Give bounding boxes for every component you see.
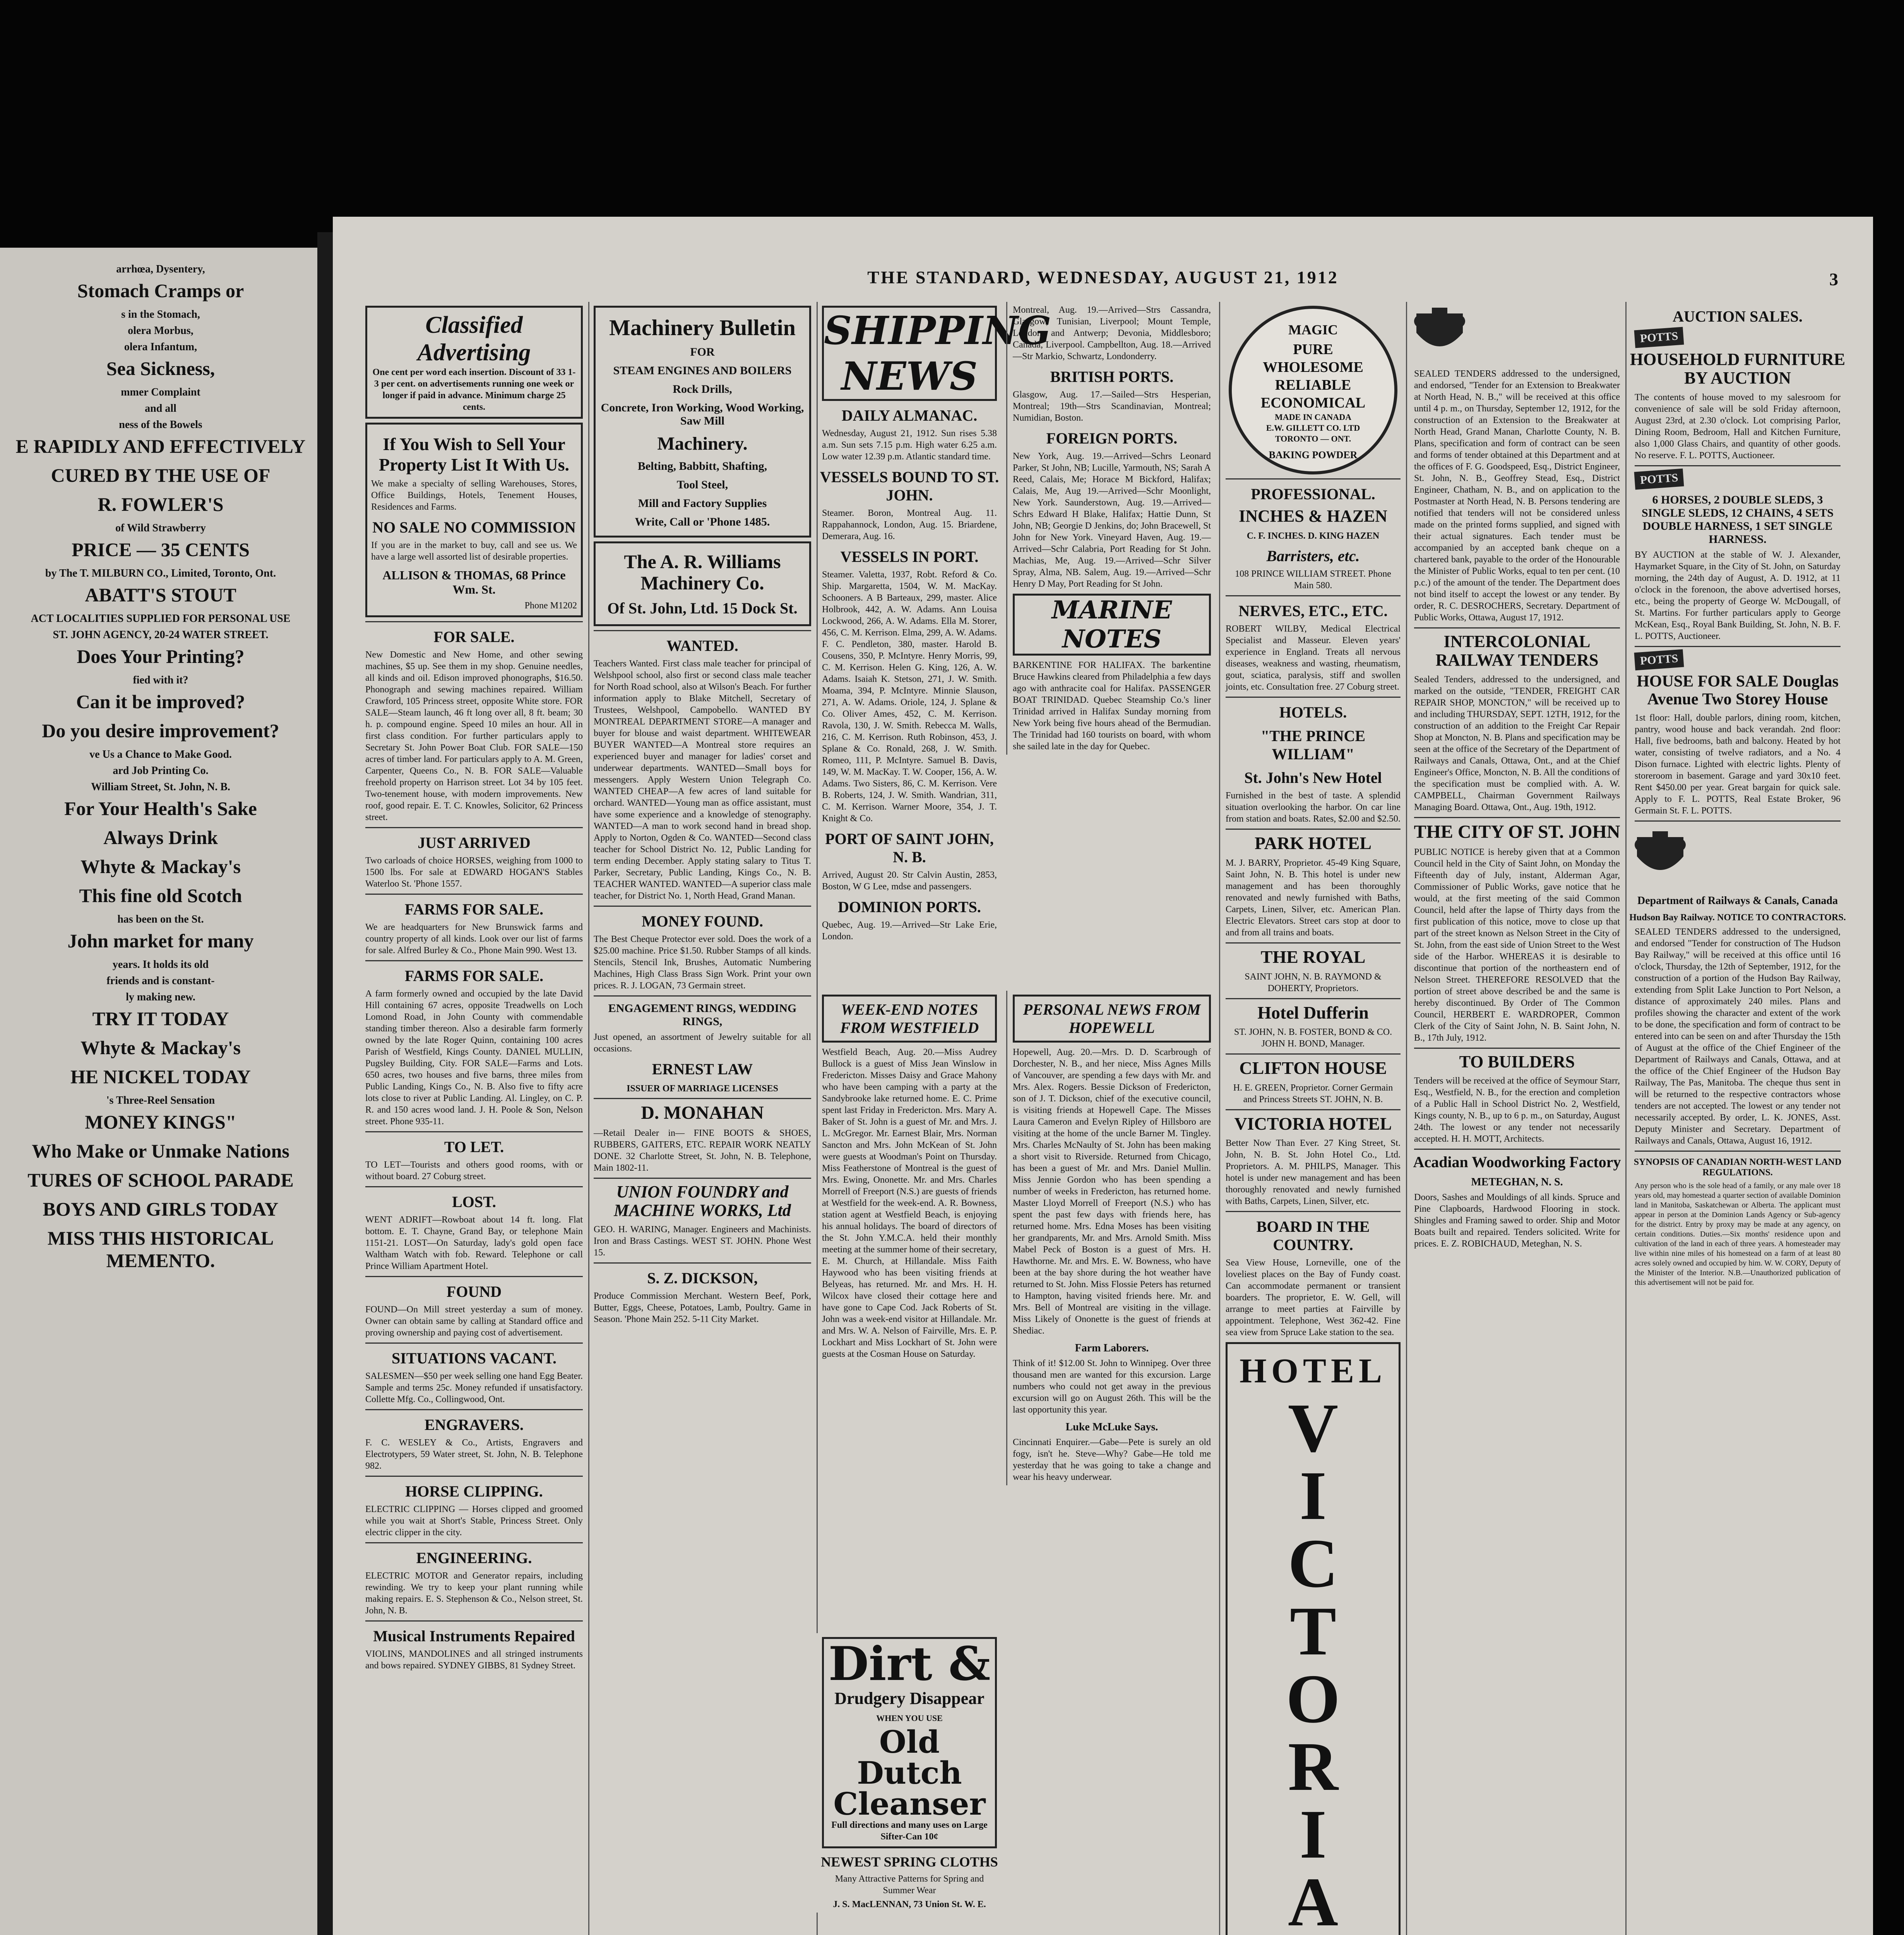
allison-thomas: ALLISON & THOMAS, 68 Prince Wm. St.	[382, 568, 566, 596]
left-page-line: Who Make or Unmake Nations	[32, 1140, 289, 1162]
left-page-line: E RAPIDLY AND EFFECTIVELY	[15, 435, 306, 457]
left-page-line: For Your Health's Sake	[64, 798, 257, 819]
dirt-line1: Dirt &	[828, 1637, 991, 1691]
machinery-line: FOR	[690, 345, 715, 358]
union-text: GEO. H. WARING, Manager. Engineers and Machinists. Iron and Brass Castings. WEST ST. JOHN. Phone West 15.	[594, 1224, 811, 1258]
potts-flag-icon: POTTS	[1634, 468, 1684, 490]
left-page-line: fied with it?	[133, 674, 188, 686]
potts-flag-icon: POTTS	[1634, 649, 1684, 670]
builders-text: Tenders will be received at the office of Seymour Starr, Esq., Westfield, N. B., for the erection and completion of a Public Hall in School District No. 2, Westfield, Kings county, N. B., up to 6 p. m., on Saturday, August 24th. The lowest or any tender not necessarily accepted. H. H. MOTT, Architects.	[1414, 1075, 1620, 1144]
dominion-head: DOMINION PORTS.	[838, 898, 981, 916]
dirt-sub: Full directions and many uses on Large Sifter-Can 10¢	[831, 1820, 988, 1842]
monahan-text: —Retail Dealer in— FINE BOOTS & SHOES, RUBBERS, GAITERS, ETC. REPAIR WORK NEATLY DONE. 32 Charlotte Street, St. John, N. B. Telephone, Main 1802-11.	[594, 1128, 811, 1173]
left-page-line: Whyte & Mackay's	[80, 856, 241, 877]
williams-name: The A. R. Williams Machinery Co.	[624, 550, 781, 594]
westfield-text: Westfield Beach, Aug. 20.—Miss Audrey Bullock is a guest of Miss Jean Winslow in Fredericton. Misses Daisy and Grace Mahony who have been camping with a party at the Sandybrooke lake returned home. E. C. Prime spent last Friday in Fredericton. Mrs. Mary A. Baker of St. John is a guest of Mr. and Mrs. J. L. McGregor. Mr. Earnest Blair, Mrs. Norman Sancton and Mrs. John McKean of St. John were guests at Woodman's Point on Thursday. Miss Featherstone of Montreal is the guest of Mrs. Ewing, Ononette. Mr. and Mrs. Charles Morrell of Freeport (N.S.) are guests of friends at Westfield for the week-end. A. R. Bowness, station agent at Westfield Beach, is enjoying his annual holidays. The board of directors of the St. John Y.M.C.A. held their monthly meeting at the summer home of their secretary, E. M. Church, at Hillandale. Miss Faith Haywood who has been visiting friends at Belyeas, has returned. Mr. and Mrs. H. H. Wilcox have closed their cottage here and have gone to Cape Cod. Jack Roberts of St. John was a week-end visitor at Hillandale. Mr. and Mrs. W. A. Nelson of Fairville, Mrs. E. P. Lockhart and Miss Lockhart of St. John were guests at the Cosman House on Saturday.	[822, 1047, 997, 1359]
potts-tag-3	[1635, 651, 1841, 669]
section-head: FOR SALE.	[433, 628, 515, 646]
hv-hotel: HOTEL	[1239, 1352, 1387, 1390]
marine-title: MARINE NOTES	[1013, 594, 1211, 656]
left-page-line: arrhœa, Dysentery,	[116, 263, 205, 275]
left-page-line: ly making new.	[126, 991, 195, 1003]
section-text: We are headquarters for New Brunswick farms and country property of all kinds. Look over our list of farms for sale. Alfred Burley & Co., Phone Main 990. West 13.	[365, 922, 583, 956]
spring-text: Many Attractive Patterns for Spring and Summer Wear	[835, 1874, 984, 1896]
left-page-line: ness of the Bowels	[119, 419, 202, 431]
inches-head: INCHES & HAZEN	[1239, 507, 1387, 526]
section-text: TO LET—Tourists and others good rooms, with or without board. 27 Coburg street.	[365, 1160, 583, 1182]
luke-text: Cincinnati Enquirer.—Gabe—Pete is surely an old fogy, isn't he. Steve—Why? Gabe—He told me yesterday that he was going to take a change and wear his heavy underwear.	[1013, 1437, 1211, 1482]
westfield-block	[817, 991, 1002, 1362]
railways-text: SEALED TENDERS addressed to the undersigned, and endorsed "Tender for construction of The Hudson Bay Railway," will be received at this office until 16 o'clock, Thursday, the 12th of September, 1912, for the construction of a portion of the Hudson Bay Railway, extending from Split Lake Junction to Port Nelson, a distance of approximately 240 miles. Plans and profiles showing the character and extent of the work to be done, the specification and form of contract to be entered into can be seen on and after Thursday the 15th of August at the office of the Chief Engineer of the Department of Railways and Canals, Ottawa, and at the office of the Chief Engineer of the Hudson Bay Railway, The Pas, Manitoba. The cheque thus sent in will be returned to the respective contractors whose tenders are not accepted. The lowest or any tender not necessarily accepted. By order, L. K. JONES, Asst. Deputy Minister and Secretary. Department of Railways and Canals, Ottawa, August 16, 1912.	[1635, 927, 1841, 1146]
column-tenders	[1409, 302, 1627, 1935]
left-page-line: ard Job Printing Co.	[113, 765, 209, 777]
machinery-line: Machinery.	[657, 433, 748, 454]
marine-text: BARKENTINE FOR HALIFAX. The barkentine Bruce Hawkins cleared from Philadelphia a few days ago with anthracite coal for Halifax. PASSENGER BOAT TRINIDAD. Quebec Steamship Co.'s liner Trinidad arrived in Halifax Sunday morning from New York being five hours ahead of the Bermudian. The Trinidad had 160 tourists on board, with whom she sailed late in the day for Quebec.	[1013, 660, 1211, 752]
clifton-head: CLIFTON HOUSE	[1239, 1058, 1387, 1078]
left-page	[0, 248, 321, 1935]
intercolonial-head: INTERCOLONIAL RAILWAY TENDERS	[1435, 632, 1599, 670]
left-page-line: Do you desire improvement?	[42, 720, 279, 741]
section-head: LOST.	[452, 1193, 496, 1211]
section-head: JUST ARRIVED	[418, 834, 531, 851]
professional-head: PROFESSIONAL.	[1251, 485, 1375, 503]
farm-text: Think of it! $12.00 St. John to Winnipeg. Over three thousand men are wanted for this excursion. Large numbers who could not get away in the previous excursion will go on August 26th. This will be the last opportunity this year.	[1013, 1358, 1211, 1415]
monahan-name: D. MONAHAN	[641, 1102, 764, 1123]
railways-head: Department of Railways & Canals, Canada	[1637, 895, 1838, 907]
prince-william-sub: St. John's New Hotel	[1244, 769, 1382, 787]
section-head: FOUND	[446, 1283, 502, 1300]
prince-william: "THE PRINCE WILLIAM"	[1260, 727, 1366, 763]
left-page-line: 's Three-Reel Sensation	[106, 1094, 215, 1106]
coat-of-arms-icon	[1409, 306, 1471, 360]
page-gutter	[317, 232, 333, 1935]
ernest-sub: ISSUER OF MARRIAGE LICENSES	[627, 1083, 778, 1094]
machinery-line: Write, Call or 'Phone 1485.	[635, 515, 770, 528]
left-page-line: s in the Stomach,	[121, 308, 200, 320]
park-text: M. J. BARRY, Proprietor. 45-49 King Square, Saint John, N. B. This hotel is under new management and has been thoroughly renovated and newly furnished with Baths, Carpets, Linen, Silver, etc. American Plan. Electric Elevators. Street cars stop at door to and from all trains and boats.	[1226, 858, 1401, 938]
section-head: Musical Instruments Repaired	[373, 1627, 575, 1645]
rings-text: Just opened, an assortment of Jewelry suitable for all occasions.	[594, 1032, 811, 1054]
cityjohn-head: THE CITY OF ST. JOHN	[1414, 821, 1620, 842]
inport-head: VESSELS IN PORT.	[840, 548, 979, 565]
dominion-text: Quebec, Aug. 19.—Arrived—Str Lake Erie, London.	[822, 920, 997, 942]
left-page-line: R. FOWLER'S	[98, 493, 224, 515]
foreign-head: FOREIGN PORTS.	[1046, 430, 1178, 447]
left-page-line: by The T. MILBURN CO., Limited, Toronto, Ont.	[45, 567, 276, 579]
board-text: Sea View House, Lorneville, one of the loveliest places on the Bay of Fundy coast. Can accommodate permanent or transient boarders. The proprietor, E. W. Gell, will arrange to meet parties at Fairville by appointment. Telephone, West 362-42. Fine sea view from Spruce Lake station to the sea.	[1226, 1258, 1401, 1338]
potts-tag-1	[1635, 329, 1841, 346]
machinery-line: Rock Drills,	[673, 382, 732, 396]
section-text: VIOLINS, MANDOLINES and all stringed instruments and bows repaired. SYDNEY GIBBS, 81 Sydney Street.	[365, 1649, 583, 1671]
old-dutch-ad	[817, 1633, 1002, 1913]
machinery-bulletin	[594, 306, 811, 538]
section-text: A farm formerly owned and occupied by the late David Hill containing 67 acres, opposite Treadwells on Loch Lomond Road, in John County with commendable standing timber thereon. Also a desirable farm formerly owned by the late Roger Quinn, containing 100 acres Parish of Westfield, Kings County. DANIEL MULLIN, Pugsley Building, City. FOR SALE—Farms and Lots. 650 acres, two houses and five barns, three miles from Public Landing, Kings Co., N. B. Also five to fifty acre lots close to river at Public Landing. Al. Lingley, on C. P. R. and 150 acres wood land. J. H. Poole & Son, Nelson street. Phone 935-11.	[365, 989, 583, 1127]
house-text: 1st floor: Hall, double parlors, dining room, kitchen, pantry, wood house and back verandah. 2nd floor: Hall, five bedrooms, bath and balcony. Heated by hot water, consisting of twelve radiators, and a No. 4 Dison furnace. Lighted with electric lights. Plenty of storeroom in basement. Garage and yard 30x10 feet. Rent $450.00 per year. Great bargain for quick sale. Apply to F. L. POTTS, Real Estate Broker, 96 Germain St. F. L. POTTS.	[1635, 713, 1841, 816]
vessels-head: VESSELS BOUND TO ST. JOHN.	[820, 468, 999, 504]
inches-names: C. F. INCHES. D. KING HAZEN	[1247, 531, 1380, 541]
left-page-line: This fine old Scotch	[79, 885, 242, 906]
left-page-line: Does Your Printing?	[77, 646, 245, 667]
magic-line: TORONTO — ONT.	[1275, 434, 1351, 444]
section-head: FARMS FOR SALE.	[404, 901, 544, 918]
railways-sub: Hudson Bay Railway. NOTICE TO CONTRACTORS.	[1629, 913, 1846, 923]
park-head: PARK HOTEL	[1254, 833, 1371, 853]
hv-letter: O	[1286, 1660, 1340, 1738]
machinery-line: Concrete, Iron Working, Wood Working, Saw Mill	[601, 401, 804, 427]
left-page-line: HE NICKEL TODAY	[70, 1066, 251, 1087]
column-auctions	[1629, 302, 1846, 1935]
magic-bottom: BAKING POWDER	[1269, 449, 1358, 461]
left-page-line: Can it be improved?	[76, 691, 245, 712]
dufferin-text: ST. JOHN, N. B. FOSTER, BOND & CO. JOHN H. BOND, Manager.	[1234, 1027, 1392, 1049]
prince-william-text: Furnished in the best of taste. A splendid situation overlooking the harbor. On car line from station and boats. Rates, $2.00 and $2.50.	[1226, 791, 1401, 824]
hv-letter: T	[1289, 1593, 1337, 1670]
rings-head: ENGAGEMENT RINGS, WEDDING RINGS,	[608, 1002, 797, 1028]
montreal-text: Montreal, Aug. 19.—Arrived—Strs Cassandra, Glasgow; Tunisian, Liverpool; Mount Temple, London and Antwerp; Devonia, Middlesboro; Canada, Liverpool. Campbellton, Aug. 18.—Arrived—Str Markio, Schwartz, Londonderry.	[1013, 305, 1211, 361]
dufferin-head: Hotel Dufferin	[1257, 1002, 1369, 1022]
nerves-text: ROBERT WILBY, Medical Electrical Specialist and Masseur. Eleven years' experience in England. Treats all nervous diseases, weakness and wasting, rheumatism, gout, sciatica, paralysis, stiff and swollen joints, etc. Consultation free. 27 Coburg street.	[1226, 624, 1401, 692]
left-page-line: Sea Sickness,	[106, 358, 215, 379]
section-head: FARMS FOR SALE.	[404, 967, 544, 985]
left-page-line: of Wild Strawberry	[115, 522, 206, 534]
sell-ad-title: If You Wish to Sell Your Property List It With Us.	[379, 434, 569, 474]
left-page-line: PRICE — 35 CENTS	[72, 539, 250, 560]
magic-line: WHOLESOME	[1263, 359, 1363, 375]
hv-letter: V	[1288, 1389, 1338, 1467]
intercolonial-text: Sealed Tenders, addressed to the undersigned, and marked on the outside, "TENDER, FREIGHT CAR REPAIR SHOP, MONCTON," will be received up to and including THURSDAY, SEPT. 12TH, 1912, for the construction of an addition to the Freight Car Repair Shop at Moncton, N. B. Plans and specification may be seen at the office of the Secretary of the Department of Railways and Canals, Ottawa, Ont., and at the Chief Engineer's Office, Moncton, N. B. All the conditions of the specification must be complied with. A. W. CAMPBELL, Chairman Government Railways Managing Board. Ottawa, Ont., Aug. 19th, 1912.	[1414, 674, 1620, 812]
money-head: MONEY FOUND.	[641, 912, 764, 930]
machinery-lines	[599, 346, 805, 529]
westfield-title: WEEK-END NOTES FROM WESTFIELD	[822, 995, 997, 1043]
machinery-line: STEAM ENGINES AND BOILERS	[613, 364, 792, 377]
section-text: FOUND—On Mill street yesterday a sum of money. Owner can obtain same by calling at Standard office and proving ownership and paying cost of advertisement.	[365, 1305, 583, 1338]
vessels-text: Steamer. Boron, Montreal Aug. 11. Rappahannock, London, Aug. 15. Briardene, Demerara, Aug. 16.	[822, 508, 997, 541]
dirt-line2: Drudgery Disappear	[834, 1689, 985, 1708]
left-page-line: MONEY KINGS"	[85, 1111, 236, 1133]
inport-text: Steamer. Valetta, 1937, Robt. Reford & Co. Ship. Margaretta, 1504, W. M. MacKay. Schooners. A B Barteaux, 299, master. Alice Holbrook, 442, A. W. Adams. Ann Louisa Lockwood, 266, A. W. Adams. Ella M. Storer, 456, C. M. Kerrison. Elma, 299, A. W. Adams. F. C. Pendleton, 380, master. Harold B. Cousens, 350, P. McIntyre. Henry Morris, 99, C. M. Kerrison. Helen G. King, 126, A. W. Adams. Isaiah K. Stetson, 271, J. W. Smith. Moama, 394, P. McIntyre. Minnie Slauson, 271, A. W. Adams. Oriole, 124, J. Splane & Co. Oliver Ames, 452, C. M. Kerrison. Ravola, 130, J. W. Smith. Rebecca M. Walls, 216, C. M. Kerrison. Ruth Robinson, 453, J. Splane & Co. Ronald, 268, J. W. Smith. Romeo, 111, P. McIntyre. Samuel B. Davis, 149, W. M. MacKay. T. W. Cooper, 156, A. W. Adams. Two Sisters, 86, C. M. Kerrison. Vere B. Roberts, 124, J. W. Smith. Wandrian, 311, C. M. Kerrison. Warner Moore, 354, J. T. Knight & Co.	[822, 570, 997, 824]
acadian-text: Doors, Sashes and Mouldings of all kinds. Spruce and Pine Clapboards, Hardwood Flooring in stock. Shingles and Framing sawed to order. Ship and Motor Boats built and repaired. Tenders solicited. Write for prices. E. Z. ROBICHAUD, Meteghan, N. S.	[1414, 1192, 1620, 1249]
victoria-text: Better Now Than Ever. 27 King Street, St. John, N. B. St. John Hotel Co., Ltd. Proprietors. A. M. PHILPS, Manager. This hotel is under new management and has been thoroughly renovated and newly furnished with Baths, Carpets, Linen, Silver, etc.	[1226, 1138, 1401, 1207]
classified-sections	[360, 621, 588, 1671]
left-page-line: ve Us a Chance to Make Good.	[89, 748, 232, 760]
money-text: The Best Cheque Protector ever sold. Does the work of a $25.00 machine. Price $1.50. Rubber Stamps of all kinds. Stencils, Stencil Ink, Brushes, Automatic Numbering Machines, High Class Brass Sign Work. Print your own prices. R. J. LOGAN, 73 Germain street.	[594, 934, 811, 991]
left-page-line: CURED BY THE USE OF	[51, 464, 271, 486]
hv-letters	[1231, 1389, 1395, 1935]
auction-head: AUCTION SALES.	[1673, 308, 1803, 325]
foreign-text: New York, Aug. 19.—Arrived—Schrs Leonard Parker, St John, NB; Lucille, Yarmouth, NS; Sarah A Reed, Calais, Me; Horace M Bickford, Halifax; Calais, Me, Aug 19.—Arrived—Schr Moonlight, New York. Saunderstown, Aug. 19.—Arrived—Schrs Edward H Blake, Halifax; Hattie Dunn, St John, NB; Georgie D Jenkins, do; John Bracewell, St John for New York. Vineyard Haven, Aug. 19.—Arrived—Schr Calabria, Port Reading for St John. Machias, Me, Aug. 19.—Arrived—Schr Silver Spray, Alma, NB. Salem, Aug. 19.—Arrived—Schr Henry D May, Port Reading for St John.	[1013, 451, 1211, 589]
hopewell-text: Hopewell, Aug. 20.—Mrs. D. D. Scarbrough of Dorchester, N. B., and her niece, Miss Agnes Mills of Vancouver, are spending a few days with Mr. and Mrs. Alex. Rogers. Bessie Dickson of Fredericton, son of J. T. Dickson, chief of the executive council, is visiting friends at Hopewell Cape. The Misses Laura Cameron and Evelyn Ripley of Hillsboro are visiting at the home of the uncle Barner M. Tingley. Mrs. Charles McNaulty of St. John has been making a short visit to Riverside. Returned from Chicago, has been a guest of Mr. and Mrs. Daniel Mullin. Miss Jennie Gordon who has been spending a number of weeks in Fredericton, has returned home. Master Lloyd Morrell of Freeport (N.S.) who has spent the past few days with friends here, has returned home. Mrs. Edna Moses has been visiting her grandparents, Mr. and Mrs. Arnold Smith. Miss Mabel Peck of Boston is a guest of Mrs. H. Hawthorne. Mr. and Mrs. E. W. Bowness, who have been at the bay shore during the hot weather have returned to St. John. Miss Flossie Peters has returned to Hampton, having visited friends here. Mr. and Mrs. Bell of Montreal are visiting in the village. Miss Likely of Ononette is the guest of friends at Shediac.	[1013, 1047, 1211, 1336]
williams-ad	[594, 541, 811, 626]
classified-rate: One cent per word each insertion. Discount of 33 1-3 per cent. on advertisements running one week or longer if paid in advance. Minimum charge 25 cents.	[372, 367, 576, 412]
sell-ad-text2: If you are in the market to buy, call and see us. We have a large well assorted list of desirable properties.	[371, 540, 577, 562]
left-page-line: olera Morbus,	[128, 325, 193, 337]
section-text: F. C. WESLEY & Co., Artists, Engravers and Electrotypers, 59 Water street, St. John, N. B. Telephone 982.	[365, 1438, 583, 1471]
shipping-left	[817, 302, 1051, 945]
left-page-line: has been on the St.	[117, 913, 204, 925]
left-page-line: William Street, St. John, N. B.	[91, 781, 230, 793]
old-dutch-box	[822, 1637, 997, 1848]
sell-ad-text: We make a specialty of selling Warehouses, Stores, Office Buildings, Hotels, Tenement Houses, Residences and Farms.	[371, 479, 577, 512]
household-text: The contents of house moved to my salesroom for convenience of sale will be sold Friday afternoon, August 23rd, at 2.30 o'clock. Lot comprising Parlor, Dining Room, Bedroom, Hall and Kitchen Furniture, also 1,000 Glass Chairs, and quantity of other goods. No reserve. F. L. POTTS, Auctioneer.	[1635, 392, 1841, 461]
acadian-sub: METEGHAN, N. S.	[1471, 1176, 1563, 1188]
left-page-line: Stomach Cramps or	[77, 280, 244, 301]
british-text: Glasgow, Aug. 17.—Sailed—Strs Hesperian, Montreal; 19th—Strs Scandinavian, Montreal; Numidian, Boston.	[1013, 390, 1211, 423]
section-head: HORSE CLIPPING.	[405, 1483, 543, 1500]
section-text: ELECTRIC MOTOR and Generator repairs, including rewinding. We try to keep your plant running while making repairs. E. S. Stephenson & Co., Nelson street, St. John, N. B.	[365, 1571, 583, 1616]
section-head: SITUATIONS VACANT.	[391, 1349, 557, 1367]
potts-tag-2	[1635, 470, 1841, 488]
machinery-line: Tool Steel,	[676, 478, 728, 491]
left-page-line: MISS THIS HISTORICAL MEMENTO.	[47, 1227, 274, 1271]
column-classified	[360, 302, 589, 1935]
house-head: HOUSE FOR SALE Douglas Avenue Two Storey House	[1637, 672, 1839, 708]
dirt-when: WHEN YOU USE	[876, 1713, 943, 1723]
ernest-law: ERNEST LAW	[652, 1060, 753, 1078]
left-page-line: years. It holds its old	[112, 959, 209, 971]
hopewell-block	[1006, 991, 1216, 1485]
page-number: 3	[1829, 269, 1838, 289]
wanted-head: WANTED.	[666, 637, 738, 654]
left-page-line: John market for many	[67, 930, 254, 952]
dickson-text: Produce Commission Merchant. Western Beef, Pork, Butter, Eggs, Cheese, Potatoes, Lamb, Poultry. Game in Season. 'Phone Main 252. 5-11 City Market.	[594, 1291, 811, 1325]
section-head: ENGRAVERS.	[425, 1416, 524, 1433]
magic-line: E.W. GILLETT CO. LTD	[1266, 423, 1360, 433]
section-text: Two carloads of choice HORSES, weighing from 1000 to 1500 lbs. For sale at EDWARD HOGAN'S Stables Waterloo St. 'Phone 1557.	[365, 856, 583, 889]
farm-head: Farm Laborers.	[1075, 1342, 1149, 1354]
no-sale: NO SALE NO COMMISSION	[372, 519, 576, 536]
column-ads	[588, 302, 818, 1935]
horses-text: BY AUCTION at the stable of W. J. Alexander, Haymarket Square, in the City of St. John, on Saturday morning, the 24th day of August, A. D. 1912, at 11 o'clock in the forenoon, the above advertised horses, etc., being the property of George W. McDougall, of St. Martins. For further particulars apply to George McKean, Esq., Royal Bank Building, St. John, N. B. F. L. POTTS, Auctioneer.	[1635, 550, 1841, 641]
left-page-line: TRY IT TODAY	[92, 1008, 229, 1029]
hv-letter: R	[1288, 1728, 1338, 1805]
coat-of-arms-icon	[1629, 829, 1691, 884]
magic-line: PURE	[1293, 341, 1333, 358]
dickson-name: S. Z. DICKSON,	[647, 1269, 758, 1287]
hotels-head: HOTELS.	[1279, 704, 1347, 721]
machinery-title: Machinery Bulletin	[609, 315, 796, 340]
shipping-right	[1006, 302, 1216, 755]
royal-head: THE ROYAL	[1260, 947, 1366, 967]
left-page-line: olera Infantum,	[124, 341, 197, 353]
household-head: HOUSEHOLD FURNITURE BY AUCTION	[1630, 350, 1846, 388]
magic-line: ECONOMICAL	[1260, 395, 1366, 411]
section-text: SALESMEN—$50 per week selling one hand Egg Beater. Sample and terms 25c. Money refunded if unsatisfactory. Collette Mfg. Co., Collingwood, Ont.	[365, 1371, 583, 1404]
wanted-text: Teachers Wanted. First class male teacher for principal of Welshpool school, also first or second class male teacher for North Road school, also at Wilson's Beach. For further information apply to Blake Mitchell, Secretary of Trustees, Welshpool, Campobello. WANTED BY MONTREAL DEPARTMENT STORE—A manager and buyer for blouse and waist department. WHITEWEAR BUYER WANTED—A Montreal store requires an experienced buyer and manager for ladies' corset and underwear departments. WANTED—Small boys for messengers. Apply Western Union Telegraph Co. WANTED CHEAP—A few acres of land suitable for orchard. WANTED—Young man as office assistant, must have some experience and a knowledge of stenography. WANTED—A man to work second hand in bread shop. Apply to Norton, Ogden & Co. WANTED—Second class teacher for School District No. 12, Public Landing for term ending December. Apply stating salary to Titus T. Parker, Secretary, Public Landing, Kings Co., N. B. TEACHER WANTED. WANTED—A superior class male teacher, for District No. 1, North Head, Grand Manan.	[594, 658, 811, 901]
union-foundry: UNION FOUNDRY and MACHINE WORKS, Ltd	[614, 1182, 791, 1220]
masthead: THE STANDARD, WEDNESDAY, AUGUST 21, 1912	[867, 267, 1339, 287]
nerves-head: NERVES, ETC., ETC.	[1238, 602, 1388, 620]
column-hotels	[1219, 302, 1407, 1935]
magic-line: RELIABLE	[1275, 377, 1351, 393]
port-text: Arrived, August 20. Str Calvin Austin, 2853, Boston, W G Lee, mdse and passengers.	[822, 870, 997, 892]
sell-property-ad	[365, 423, 583, 617]
builders-head: TO BUILDERS	[1459, 1052, 1575, 1071]
left-page-line: mmer Complaint	[121, 386, 200, 398]
victoria-head: VICTORIA HOTEL	[1234, 1113, 1392, 1134]
inches-addr: 108 PRINCE WILLIAM STREET. Phone Main 580.	[1235, 569, 1391, 591]
left-page-line: friends and is constant-	[106, 975, 215, 987]
luke-head: Luke McLuke Says.	[1065, 1421, 1158, 1433]
almanac-head: DAILY ALMANAC.	[841, 407, 978, 424]
magic-baking-powder-logo	[1229, 306, 1397, 474]
williams-address: Of St. John, Ltd. 15 Dock St.	[607, 599, 798, 617]
left-page-line: ACT LOCALITIES SUPPLIED FOR PERSONAL USE	[31, 613, 291, 625]
allison-phone: Phone M1202	[524, 601, 577, 611]
section-text: WENT ADRIFT—Rowboat about 14 ft. long. Flat bottom. E. T. Chayne, Grand Bay, or telephone Main 1151-21. LOST—On Saturday, lady's gold open face Waltham Watch with fob. Reward. Telephone or call Prince William Apartment Hotel.	[365, 1215, 583, 1271]
classified-title: Classified Advertising	[417, 312, 531, 366]
left-page-line: ST. JOHN AGENCY, 20-24 WATER STREET.	[53, 629, 269, 641]
section-text: ELECTRIC CLIPPING — Horses clipped and groomed while you wait at Short's Stable, Princess Street. Only electric clipper in the city.	[365, 1504, 583, 1538]
acadian-head: Acadian Woodworking Factory	[1413, 1153, 1621, 1171]
classified-header	[365, 306, 583, 419]
potts-flag-icon: POTTS	[1634, 327, 1684, 348]
inches-sub: Barristers, etc.	[1266, 547, 1360, 565]
spring-head: NEWEST SPRING CLOTHS	[821, 1854, 998, 1870]
port-head: PORT OF SAINT JOHN, N. B.	[825, 830, 994, 866]
tenders-text: SEALED TENDERS addressed to the undersigned, and endorsed, "Tender for an Extension to Breakwater at North Head, N. B.," will be received at this office until 4 p. m., on Thursday, September 12, 1912, for the construction of an Extension to the Breakwater at North Head, Grand Manan, Charlotte County, N. B. Plans, specification and form of contract can be seen and forms of tender obtained at this Department and at the offices of F. G. Goodspeed, Esq., District Engineer, St. John, N. B., Geoffrey Stead, Esq., District Engineer, Chatham, N. B., and on application to the Postmaster at North Head, N. B. Persons tendering are notified that tenders will not be considered unless made on the printed forms supplied, and signed with their actual signatures. Each tender must be accompanied by an accepted bank cheque on a chartered bank, payable to the order of the Honourable the Minister of Public Works, equal to ten per cent. (10 p.c.) of the amount of the tender. The Department does not bind itself to accept the lowest or any tender. By order, R. C. DESROCHERS, Secretary. Department of Public Works, Ottawa, August 17, 1912.	[1414, 369, 1620, 623]
horses-head: 6 HORSES, 2 DOUBLE SLEDS, 3 SINGLE SLEDS, 12 CHAINS, 4 SETS DOUBLE HARNESS, 1 SET SINGLE HARNESS.	[1641, 493, 1834, 546]
hopewell-title: PERSONAL NEWS FROM HOPEWELL	[1013, 995, 1211, 1043]
board-head: BOARD IN THE COUNTRY.	[1256, 1218, 1370, 1254]
dirt-line3: Old Dutch Cleanser	[833, 1724, 986, 1822]
cityjohn-text: PUBLIC NOTICE is hereby given that at a Common Council held in the City of Saint John, on Monday the Fifteenth day of July, instant, Alderman Agar, Commissioner of Public Works, gave notice that he would, at the first meeting of the said Common Council, held after the lapse of Thirty days from the first publication of this notice, move to close up that part of the street known as Nelson Street in the City of St. John, from the east side of Union Street to the West side of the Harbor. WHEREAS it is desirable to discontinue that portion of the northeastern end of Nelson Street. THEREFORE RESOLVED that the portion of street above described be and the same is hereby discontinued. By Order of The Common Council, HERBERT E. WARDROPER, Common Clerk of the City of Saint John, N. B. Saint John, N. B., 17th July, 1912.	[1414, 847, 1620, 1043]
left-page-line: Always Drink	[103, 827, 218, 848]
royal-text: SAINT JOHN, N. B. RAYMOND & DOHERTY, Proprietors.	[1245, 971, 1382, 993]
hv-letter: I	[1299, 1796, 1327, 1873]
clifton-text: H. E. GREEN, Proprietor. Corner Germain and Princess Streets ST. JOHN, N. B.	[1233, 1082, 1393, 1104]
left-page-line: TURES OF SCHOOL PARADE	[27, 1169, 294, 1191]
magic-line: MADE IN CANADA	[1274, 412, 1351, 422]
shipping-title: SHIPPING NEWS	[822, 306, 997, 401]
magic-lines	[1261, 341, 1365, 444]
hv-letter: I	[1299, 1457, 1327, 1534]
newspaper-page	[333, 217, 1873, 1935]
almanac-text: Wednesday, August 21, 1912. Sun rises 5.38 a.m. Sun sets 7.15 p.m. High water 6.25 a.m. Low water 12.39 p.m. Atlantic standard time.	[822, 428, 997, 462]
british-head: BRITISH PORTS.	[1050, 368, 1174, 385]
magic-top: MAGIC	[1288, 322, 1338, 337]
left-page-line: Whyte & Mackay's	[80, 1037, 241, 1058]
section-head: ENGINEERING.	[416, 1549, 532, 1567]
section-head: TO LET.	[444, 1138, 504, 1156]
hv-letter: C	[1288, 1525, 1338, 1602]
left-page-line: and all	[145, 402, 176, 414]
left-page-line: ABATT'S STOUT	[85, 584, 236, 606]
spring-addr: J. S. MacLENNAN, 73 Union St. W. E.	[833, 1899, 986, 1910]
left-page-line: BOYS AND GIRLS TODAY	[43, 1198, 279, 1220]
machinery-line: Mill and Factory Supplies	[638, 497, 767, 510]
machinery-line: Belting, Babbitt, Shafting,	[637, 459, 767, 473]
hv-letter: A	[1288, 1863, 1338, 1935]
synopsis-text: Any person who is the sole head of a family, or any male over 18 years old, may homestead a quarter section of available Dominion land in Manitoba, Saskatchewan or Alberta. The applicant must appear in person at the Dominion Lands Agency or Sub-agency for the district. Entry by proxy may be made at any agency, on certain conditions. Duties.—Six months' residence upon and cultivation of the land in each of three years. A homesteader may live within nine miles of his homestead on a farm of at least 80 acres solely owned and occupied by him. W. W. CORY, Deputy of the Minister of the Interior. N.B.—Unauthorized publication of this advertisement will not be paid for.	[1635, 1182, 1841, 1287]
hotel-victoria-ad	[1226, 1342, 1401, 1935]
section-text: New Domestic and New Home, and other sewing machines, $5 up. See them in my shop. Genuine needles, all kinds and oil. Edison improved phonographs, $16.50. Phonograph and sewing machines repaired. William Crawford, 105 Princess street, opposite White store. FOR SALE—Steam launch, 46 ft long over all, 8 ft. beam; 30 h. p. compound engine. Speed 10 miles an hour. All in first class condition. For further particulars apply to Secretary St. John Power Boat Club. FOR SALE—150 acres of timber land. For particulars apply to A. M. Green, Carpenter, Queens Co., N. B. FOR SALE—Valuable freehold property on Harrison street. Lot 34 by 105 feet. Two-tenement house, with modern improvements. New roof, good repair. E. T. C. Knowles, Solicitor, 62 Princess street.	[365, 650, 583, 822]
synopsis-head: SYNOPSIS OF CANADIAN NORTH-WEST LAND REGULATIONS.	[1633, 1157, 1842, 1178]
